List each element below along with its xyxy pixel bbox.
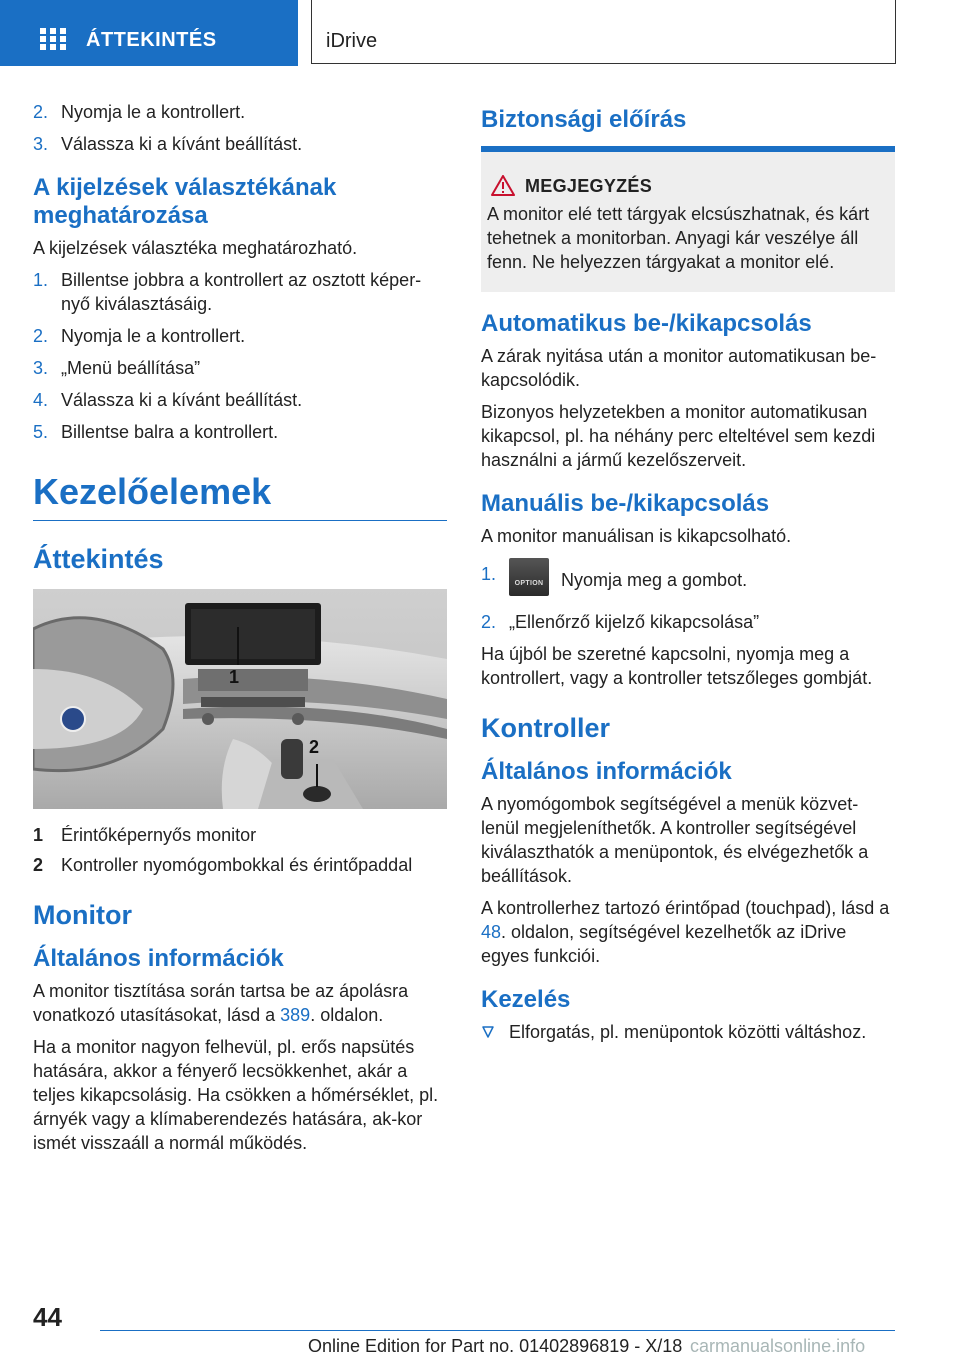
section-tab[interactable] xyxy=(0,0,298,66)
watermark: carmanualsonline.info xyxy=(690,1336,866,1356)
steps-top xyxy=(33,100,447,156)
paragraph: A kijelzések választéka meghatározható. xyxy=(33,238,358,258)
option-button-icon: OPTION xyxy=(509,558,549,596)
list-item: 2. Nyomja le a kontrollert. xyxy=(33,102,246,122)
footer-edition: Online Edition for Part no. 01402896819 - X/18 xyxy=(308,1336,683,1356)
photo-legend xyxy=(33,823,447,877)
warning-icon xyxy=(491,175,515,196)
paragraph: A monitor manuálisan is kikapcsolható. xyxy=(481,526,792,546)
heading-manual-onoff: Manuális be-/kikapcsolás xyxy=(481,490,770,517)
list-item: 1. Billentse jobbra a kontrollert az osztott képer-nyő kiválasztásáig. xyxy=(33,270,422,314)
photo-callout-1: 1 xyxy=(229,667,240,687)
footer-rule xyxy=(100,1330,895,1331)
left-column xyxy=(33,100,447,1163)
right-column xyxy=(481,100,895,1044)
paragraph: Ha újból be szeretné kapcsolni, nyomja meg a kontrollert, vagy a kontroller tetszőleges gombját. xyxy=(481,644,873,688)
list-item: Elforgatás, pl. menüpontok közötti váltáshoz. xyxy=(481,1020,895,1044)
heading-general: Általános információk xyxy=(33,945,284,972)
list-item: 3. Válassza ki a kívánt beállítást. xyxy=(33,134,303,154)
heading-monitor: Monitor xyxy=(33,900,132,930)
legend-item: 1 Érintőképernyős monitor xyxy=(33,825,257,845)
page-header xyxy=(0,0,960,66)
paragraph: A kontrollerhez tartozó érintőpad (touchpad), lásd a 48. oldalon, segítségével kezelhetők az iDrive egyes funkciói. xyxy=(481,898,890,966)
heading-controller: Kontroller xyxy=(481,713,611,743)
list-item: 2. Nyomja le a kontrollert. xyxy=(33,326,246,346)
page-link-389[interactable]: 389 xyxy=(280,1005,311,1025)
paragraph: A monitor tisztítása során tartsa be az ápolásra vonatkozó utasításokat, lásd a 389. oldalon. xyxy=(33,981,409,1025)
photo-callout-2: 2 xyxy=(309,737,320,757)
list-item: 1. OPTION Nyomja meg a gombot. xyxy=(481,562,895,600)
operation-list xyxy=(481,1020,895,1044)
heading-display-range: A kijelzések választékának meghatározása xyxy=(33,174,337,229)
paragraph: A nyomógombok segítségével a menük közvet-lenül megjeleníthetők. A kontroller segítségével kiválaszthatók a menüpontok, és elvégezhetők a beállítások. xyxy=(481,794,869,886)
section-tab-label: ÁTTEKINTÉS xyxy=(86,29,217,51)
triangle-bullet-icon xyxy=(482,1026,494,1038)
list-item: 4. Válassza ki a kívánt beállítást. xyxy=(33,390,303,410)
grid-icon xyxy=(40,28,66,50)
cockpit-illustration xyxy=(33,589,447,809)
heading-controls: Kezelőelemek xyxy=(33,472,447,521)
heading-auto-onoff: Automatikus be-/kikapcsolás xyxy=(481,310,812,337)
paragraph: A zárak nyitása után a monitor automatikusan be-kapcsolódik. xyxy=(481,346,877,390)
heading-safety: Biztonsági előírás xyxy=(481,106,687,133)
heading-operation: Kezelés xyxy=(481,986,571,1013)
notice-text: A monitor elé tett tárgyak elcsúszhatnak, és kárt tehetnek a monitorban. Anyagi kár veszélye áll fenn. Ne helyezzen tárgyakat a monitor elé. xyxy=(487,204,870,272)
paragraph: Ha a monitor nagyon felhevül, pl. erős napsütés hatására, akkor a fényerő lecsökkenhet, akár a teljes kikapcsolásig. Ha csökken a hőmérséklet, pl. árnyék vagy a klímaberendezés hatására, ak-kor ismét visszaáll a normál működés. xyxy=(33,1037,439,1153)
paragraph: Bizonyos helyzetekben a monitor automatikusan kikapcsol, pl. ha néhány perc elteltével sem kezdi használni a jármű kezelőszerveit. xyxy=(481,402,876,470)
steps-manual xyxy=(481,562,895,634)
page-number: 44 xyxy=(33,1302,62,1332)
notice-title: MEGJEGYZÉS xyxy=(487,174,887,198)
list-item: 2. „Ellenőrző kijelző kikapcsolása” xyxy=(481,612,760,632)
list-item: 5. Billentse balra a kontrollert. xyxy=(33,422,279,442)
list-item: 3. „Menü beállítása” xyxy=(33,358,201,378)
chapter-box xyxy=(311,0,896,64)
heading-overview: Áttekintés xyxy=(33,544,164,574)
notice-box xyxy=(481,152,895,292)
legend-item: 2 Kontroller nyomógombokkal és érintőpaddal xyxy=(33,855,413,875)
cockpit-photo xyxy=(33,589,447,809)
page-link-48[interactable]: 48 xyxy=(481,922,502,942)
steps-range xyxy=(33,268,447,444)
heading-general: Általános információk xyxy=(481,758,732,785)
chapter-title: iDrive xyxy=(326,30,378,52)
